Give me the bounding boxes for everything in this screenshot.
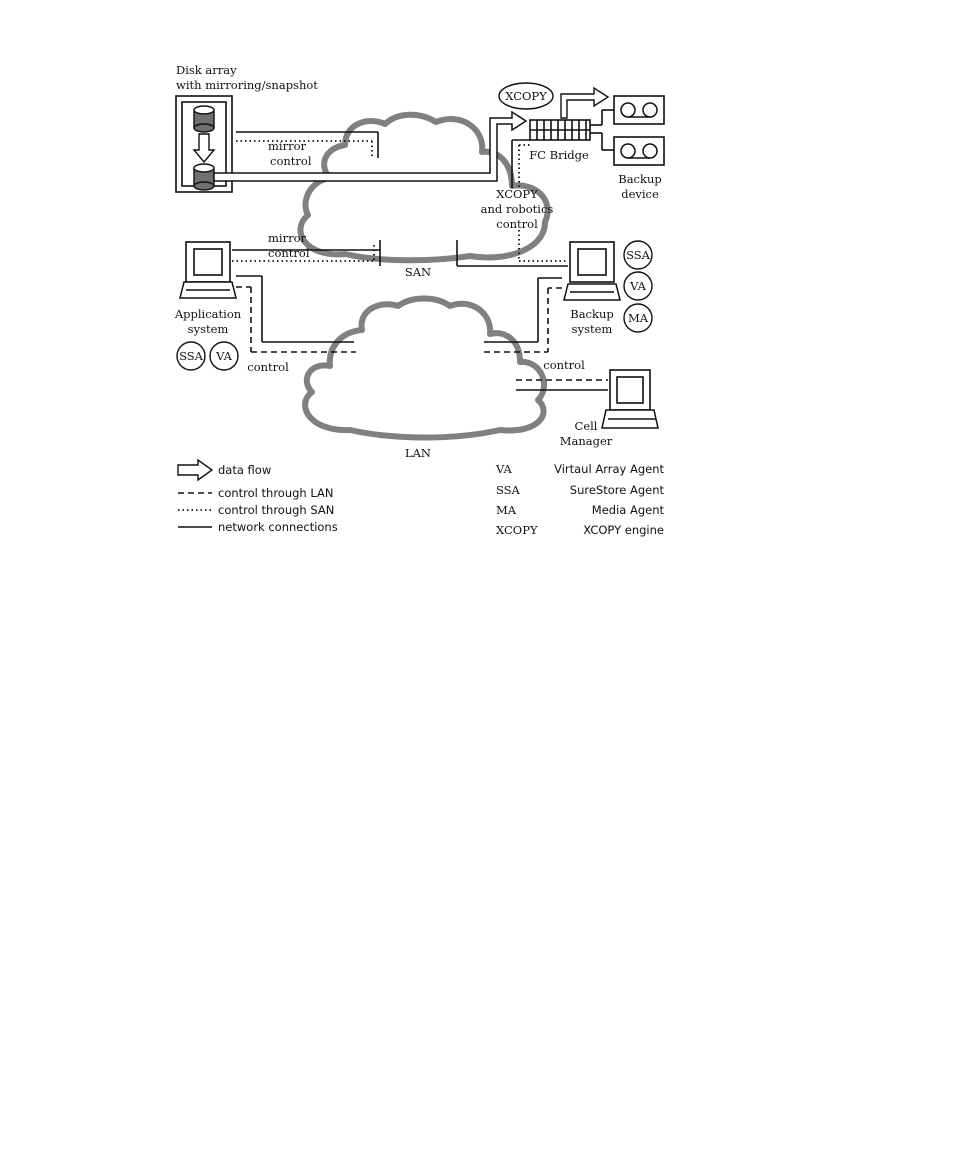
abbr-ssa: SSA	[496, 483, 520, 497]
xcopy-robotics-label-1: XCOPY	[496, 187, 538, 201]
app-agent-va-label: VA	[216, 349, 232, 363]
mirror-disk-icon	[194, 164, 214, 190]
abbr-xcopy: XCOPY	[496, 523, 538, 537]
cell-manager-label-2: Manager	[559, 434, 613, 448]
fc-bridge	[530, 120, 590, 140]
abbr-ma-meaning: Media Agent	[591, 503, 664, 517]
backup-agent-ma-label: MA	[627, 311, 649, 325]
legend-network-connections: network connections	[218, 520, 338, 534]
disk-array-label-2: with mirroring/snapshot	[176, 78, 318, 92]
xcopy-robotics-label-2: and robotics	[480, 202, 554, 216]
cell-manager-computer-icon	[602, 370, 658, 428]
legend-control-san: control through SAN	[218, 503, 335, 517]
application-system-computer-icon	[180, 242, 236, 298]
application-system-label-1: Application	[174, 307, 242, 321]
xcopy-bubble-label: XCOPY	[505, 89, 547, 103]
backup-agent-ssa-label: SSA	[626, 248, 650, 262]
tape-drive-1-icon	[614, 96, 664, 124]
backup-agent-va-label: VA	[630, 279, 646, 293]
disk-array-label-1: Disk array	[176, 63, 237, 77]
legend-data-flow: data flow	[218, 463, 272, 477]
backup-system-label-2: system	[571, 322, 613, 336]
control-left-label: control	[247, 360, 289, 374]
backup-system-computer-icon	[564, 242, 620, 300]
abbr-ma: MA	[496, 503, 517, 517]
tape-drive-2-icon	[614, 137, 664, 165]
backup-device-label-1: Backup	[618, 172, 662, 186]
lan-cloud	[305, 299, 544, 438]
bridge-to-tape-arrow	[561, 88, 608, 118]
abbr-ssa-meaning: SureStore Agent	[569, 483, 664, 497]
fc-bridge-label: FC Bridge	[529, 148, 589, 162]
backup-agents	[624, 241, 652, 332]
application-agents	[177, 342, 238, 370]
abbreviation-key	[495, 462, 664, 537]
legend-control-lan: control through LAN	[218, 486, 334, 500]
mirror-control-top-label-1: mirror	[268, 139, 306, 153]
mirror-control-mid-label-2: control	[268, 246, 310, 260]
abbr-va-meaning: Virtaul Array Agent	[554, 462, 664, 476]
backup-system-label-1: Backup	[570, 307, 614, 321]
cell-manager-label-1: Cell	[574, 419, 598, 433]
mirror-control-mid-label-1: mirror	[268, 231, 306, 245]
mirror-control-top-label-2: control	[270, 154, 312, 168]
san-label: SAN	[404, 265, 432, 279]
backup-device-label-2: device	[621, 187, 659, 201]
application-system-label-2: system	[187, 322, 229, 336]
xcopy-robotics-label-3: control	[496, 217, 538, 231]
legend	[178, 460, 338, 534]
control-right-label: control	[543, 358, 585, 372]
app-agent-ssa-label: SSA	[179, 349, 203, 363]
primary-disk-icon	[194, 106, 214, 132]
abbr-va: VA	[496, 462, 512, 476]
abbr-xcopy-meaning: XCOPY engine	[583, 523, 664, 537]
legend-arrow-icon	[178, 460, 212, 480]
lan-label: LAN	[404, 446, 432, 460]
